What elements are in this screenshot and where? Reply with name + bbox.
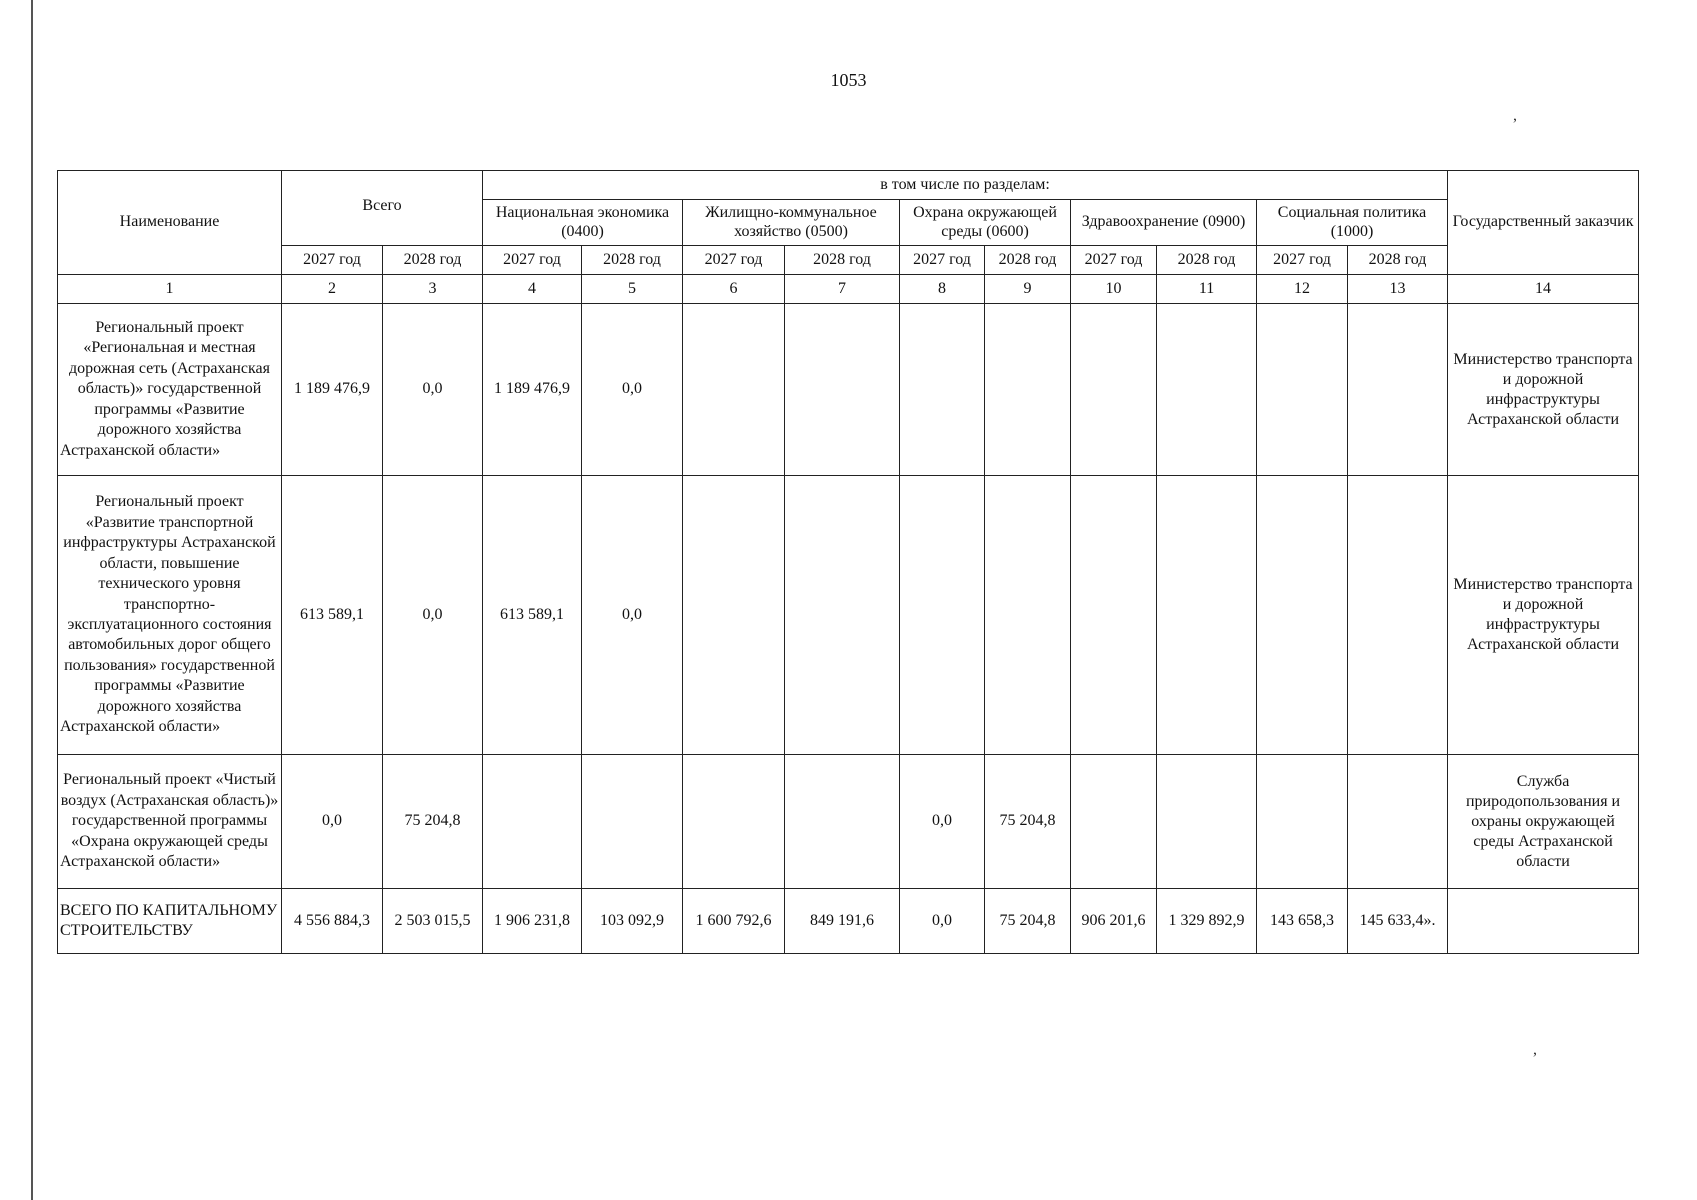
total-customer: [1448, 889, 1639, 954]
row-value: [683, 304, 785, 476]
header-section-environment: Охрана окружающей среды (0600): [900, 200, 1071, 246]
row-value: 613 589,1: [483, 476, 582, 755]
column-number: 14: [1448, 275, 1639, 304]
row-value: 0,0: [582, 476, 683, 755]
header-year: 2028 год: [985, 246, 1071, 275]
total-value: 1 906 231,8: [483, 889, 582, 954]
row-value: 613 589,1: [282, 476, 383, 755]
row-value: 0,0: [582, 304, 683, 476]
header-year: 2027 год: [483, 246, 582, 275]
column-number: 1: [58, 275, 282, 304]
row-value: 75 204,8: [985, 755, 1071, 889]
header-year: 2028 год: [1157, 246, 1257, 275]
row-value: 0,0: [900, 755, 985, 889]
header-section-healthcare: Здравоохранение (0900): [1071, 200, 1257, 246]
table-row: [58, 755, 1639, 889]
column-number: 5: [582, 275, 683, 304]
row-value: 75 204,8: [383, 755, 483, 889]
row-value: 0,0: [282, 755, 383, 889]
header-total: Всего: [282, 171, 483, 246]
header-section-housing: Жилищно-коммунальное хозяйство (0500): [683, 200, 900, 246]
row-value: [1348, 755, 1448, 889]
header-year: 2028 год: [1348, 246, 1448, 275]
header-section-social: Социальная политика (1000): [1257, 200, 1448, 246]
row-value: 0,0: [383, 304, 483, 476]
row-value: [683, 755, 785, 889]
total-value: 849 191,6: [785, 889, 900, 954]
page-number: 1053: [830, 70, 867, 90]
column-number: 3: [383, 275, 483, 304]
header-sections-caption: в том числе по разделам:: [483, 171, 1448, 200]
total-value: 145 633,4».: [1348, 889, 1448, 954]
total-value: 1 329 892,9: [1157, 889, 1257, 954]
total-row: [58, 889, 1639, 954]
column-number: 10: [1071, 275, 1157, 304]
total-value: 4 556 884,3: [282, 889, 383, 954]
row-project-name: Региональный проект «Чистый воздух (Астраханская область)» государственной программы «Охрана окружающей среды Астраханской области»: [58, 755, 282, 889]
row-value: [483, 755, 582, 889]
row-value: [900, 304, 985, 476]
row-value: [1348, 304, 1448, 476]
header-row-years: [58, 246, 1639, 275]
header-name: Наименование: [58, 171, 282, 275]
row-value: [1257, 304, 1348, 476]
scan-speck: ,: [1513, 107, 1517, 124]
column-number: 6: [683, 275, 785, 304]
total-value: 0,0: [900, 889, 985, 954]
table-row: [58, 476, 1639, 755]
row-value: [1071, 755, 1157, 889]
row-value: 1 189 476,9: [483, 304, 582, 476]
column-number: 13: [1348, 275, 1448, 304]
header-year: 2028 год: [383, 246, 483, 275]
row-value: [900, 476, 985, 755]
row-customer: Служба природопользования и охраны окружающей среды Астраханской области: [1448, 755, 1639, 889]
column-number: 8: [900, 275, 985, 304]
header-customer: Государственный заказчик: [1448, 171, 1639, 275]
column-number-row: [58, 275, 1639, 304]
column-number: 4: [483, 275, 582, 304]
row-value: [985, 476, 1071, 755]
total-value: 75 204,8: [985, 889, 1071, 954]
header-year: 2027 год: [282, 246, 383, 275]
row-customer: Министерство транспорта и дорожной инфраструктуры Астраханской области: [1448, 304, 1639, 476]
header-year: 2028 год: [582, 246, 683, 275]
total-value: 2 503 015,5: [383, 889, 483, 954]
row-value: 1 189 476,9: [282, 304, 383, 476]
total-label: ВСЕГО ПО КАПИТАЛЬНОМУ СТРОИТЕЛЬСТВУ: [58, 889, 282, 954]
header-section-economy: Национальная экономика (0400): [483, 200, 683, 246]
column-number: 2: [282, 275, 383, 304]
row-value: [582, 755, 683, 889]
column-number: 7: [785, 275, 900, 304]
row-value: [1071, 476, 1157, 755]
row-value: [1157, 755, 1257, 889]
row-value: [1348, 476, 1448, 755]
row-project-name: Региональный проект «Развитие транспортной инфраструктуры Астраханской области, повышение технического уровня транспортно-эксплуатационного состояния автомобильных дорог общего пользования» государственной программы «Развитие дорожного хозяйства Астраханской области»: [58, 476, 282, 755]
header-year: 2027 год: [900, 246, 985, 275]
row-value: [1071, 304, 1157, 476]
column-number: 12: [1257, 275, 1348, 304]
scan-speck: ,: [1533, 1041, 1537, 1058]
row-value: [1157, 476, 1257, 755]
row-value: [683, 476, 785, 755]
column-number: 9: [985, 275, 1071, 304]
row-value: [785, 755, 900, 889]
binding-edge-line: [31, 0, 33, 1200]
row-value: [985, 304, 1071, 476]
row-value: [785, 476, 900, 755]
column-number: 11: [1157, 275, 1257, 304]
header-year: 2027 год: [1257, 246, 1348, 275]
header-year: 2027 год: [683, 246, 785, 275]
header-year: 2027 год: [1071, 246, 1157, 275]
total-value: 1 600 792,6: [683, 889, 785, 954]
row-value: [785, 304, 900, 476]
total-value: 906 201,6: [1071, 889, 1157, 954]
row-value: [1257, 755, 1348, 889]
row-value: [1257, 476, 1348, 755]
total-value: 143 658,3: [1257, 889, 1348, 954]
row-value: [1157, 304, 1257, 476]
header-row-top: [58, 171, 1639, 200]
total-value: 103 092,9: [582, 889, 683, 954]
row-project-name: Региональный проект «Региональная и местная дорожная сеть (Астраханская область)» государственной программы «Развитие дорожного хозяйства Астраханской области»: [58, 304, 282, 476]
header-year: 2028 год: [785, 246, 900, 275]
table-row: [58, 304, 1639, 476]
row-customer: Министерство транспорта и дорожной инфраструктуры Астраханской области: [1448, 476, 1639, 755]
row-value: 0,0: [383, 476, 483, 755]
capital-construction-table: [57, 170, 1639, 954]
